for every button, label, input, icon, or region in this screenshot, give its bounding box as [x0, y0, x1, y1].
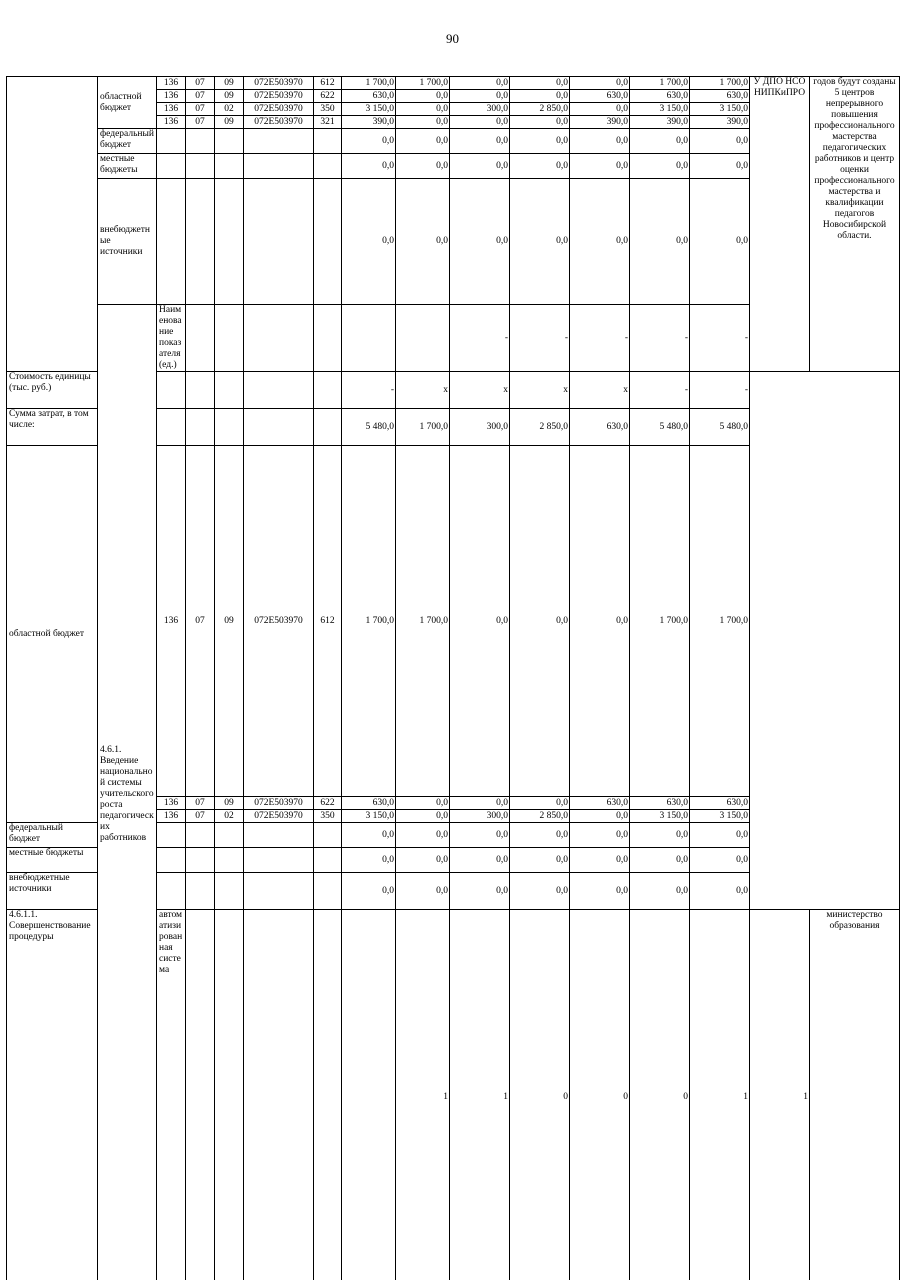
indicator-label: Наименование показателя (ед.) [157, 305, 186, 372]
empty-code-cell [215, 823, 244, 848]
code-section: 07 [186, 116, 215, 129]
empty-code-cell [186, 129, 215, 154]
value-cell: 0,0 [570, 179, 630, 305]
value-cell: - [690, 305, 750, 372]
value-cell: 0,0 [630, 154, 690, 179]
empty-code-cell [157, 823, 186, 848]
value-cell: 0,0 [396, 179, 450, 305]
empty-code-cell [314, 409, 342, 446]
empty-code-cell [314, 129, 342, 154]
code-section: 07 [186, 77, 215, 90]
value-cell: 0,0 [450, 797, 510, 810]
value-cell: 0,0 [342, 823, 396, 848]
value-cell: 0,0 [690, 873, 750, 910]
value-cell: 0,0 [396, 154, 450, 179]
empty-code-cell [342, 305, 396, 372]
empty-code-cell [314, 305, 342, 372]
code-expense-type: 622 [314, 797, 342, 810]
budget-source-label: местные бюджеты [7, 848, 98, 873]
empty-code-cell [244, 848, 314, 873]
budget-source-label: внебюджетные источники [98, 179, 157, 305]
code-section: 07 [186, 103, 215, 116]
code-subsection: 09 [215, 797, 244, 810]
code-section: 07 [186, 810, 215, 823]
value-cell: 1 700,0 [630, 77, 690, 90]
value-cell: 0,0 [570, 129, 630, 154]
empty-code-cell [157, 409, 186, 446]
value-cell: 0 [510, 910, 570, 1280]
value-cell: - [630, 305, 690, 372]
value-cell: 1 [450, 910, 510, 1280]
value-cell: 0,0 [342, 129, 396, 154]
budget-source-label: областной бюджет [7, 446, 98, 823]
value-cell: 390,0 [570, 116, 630, 129]
value-cell: 630,0 [630, 90, 690, 103]
value-cell: 0,0 [396, 116, 450, 129]
value-cell: 0,0 [510, 179, 570, 305]
empty-code-cell [314, 848, 342, 873]
value-cell: 0,0 [510, 797, 570, 810]
empty-code-cell [157, 873, 186, 910]
empty-code-cell [157, 179, 186, 305]
value-cell: 0,0 [396, 848, 450, 873]
value-cell: 0,0 [570, 446, 630, 797]
value-cell: 0,0 [570, 103, 630, 116]
code-target-article: 072E503970 [244, 797, 314, 810]
empty-code-cell [314, 910, 342, 1280]
value-cell: 0,0 [570, 848, 630, 873]
code-expense-type: 612 [314, 446, 342, 797]
value-cell: 630,0 [570, 90, 630, 103]
page-number: 90 [0, 31, 905, 47]
value-cell: 0,0 [450, 446, 510, 797]
empty-code-cell [186, 910, 215, 1280]
value-cell: 0,0 [396, 873, 450, 910]
code-ministry: 136 [157, 810, 186, 823]
empty-code-cell [186, 372, 215, 409]
value-cell: 1 700,0 [690, 77, 750, 90]
value-cell: 3 150,0 [630, 810, 690, 823]
value-cell: 630,0 [342, 797, 396, 810]
value-cell: - [570, 305, 630, 372]
value-cell: 0,0 [690, 848, 750, 873]
empty-code-cell [244, 154, 314, 179]
value-cell: 3 150,0 [342, 103, 396, 116]
value-cell: - [510, 305, 570, 372]
value-cell: 2 850,0 [510, 409, 570, 446]
value-cell: 630,0 [690, 797, 750, 810]
value-cell: 1 700,0 [690, 446, 750, 797]
value-cell: 0,0 [570, 873, 630, 910]
value-cell: 0,0 [342, 848, 396, 873]
value-cell: 630,0 [630, 797, 690, 810]
empty-code-cell [215, 873, 244, 910]
value-cell: 0,0 [630, 129, 690, 154]
value-cell: - [450, 305, 510, 372]
code-subsection: 09 [215, 77, 244, 90]
value-cell: 0,0 [450, 116, 510, 129]
value-cell: 0,0 [396, 129, 450, 154]
empty-code-cell [244, 129, 314, 154]
value-cell: 0,0 [450, 90, 510, 103]
empty-code-cell [244, 823, 314, 848]
value-cell: 0,0 [570, 77, 630, 90]
empty-code-cell [186, 409, 215, 446]
value-cell: 630,0 [570, 409, 630, 446]
value-cell: 0,0 [396, 823, 450, 848]
value-cell: 0,0 [630, 848, 690, 873]
code-ministry: 136 [157, 116, 186, 129]
value-cell: 0,0 [342, 873, 396, 910]
value-cell: 0,0 [510, 154, 570, 179]
code-ministry: 136 [157, 90, 186, 103]
value-cell: 3 150,0 [342, 810, 396, 823]
empty-code-cell [186, 873, 215, 910]
value-cell: 0,0 [570, 810, 630, 823]
code-subsection: 09 [215, 116, 244, 129]
value-cell: 390,0 [630, 116, 690, 129]
budget-source-label: местные бюджеты [98, 154, 157, 179]
empty-code-cell [215, 179, 244, 305]
value-cell: 0,0 [510, 129, 570, 154]
value-cell: 0,0 [510, 446, 570, 797]
empty-code-cell [314, 372, 342, 409]
value-cell: 1 700,0 [630, 446, 690, 797]
value-cell: 0,0 [450, 848, 510, 873]
value-cell: 0,0 [690, 823, 750, 848]
empty-code-cell [244, 873, 314, 910]
empty-code-cell [215, 129, 244, 154]
value-cell: 0,0 [342, 154, 396, 179]
value-cell: 5 480,0 [342, 409, 396, 446]
value-cell: 630,0 [690, 90, 750, 103]
code-expense-type: 350 [314, 810, 342, 823]
table-body [7, 77, 900, 1280]
value-cell: 5 480,0 [630, 409, 690, 446]
value-cell: 300,0 [450, 409, 510, 446]
code-target-article: 072E503970 [244, 116, 314, 129]
value-cell: 3 150,0 [690, 103, 750, 116]
code-ministry: 136 [157, 797, 186, 810]
empty-code-cell [215, 409, 244, 446]
empty-code-cell [186, 823, 215, 848]
code-target-article: 072E503970 [244, 103, 314, 116]
value-cell: 0,0 [396, 810, 450, 823]
value-cell: x [570, 372, 630, 409]
value-cell: 0,0 [396, 797, 450, 810]
empty-code-cell [314, 154, 342, 179]
value-cell: 0,0 [450, 179, 510, 305]
measure-name: 4.6.1. Введение национальной системы учительского роста педагогических работников [98, 305, 157, 1280]
value-cell: 3 150,0 [690, 810, 750, 823]
empty-code-cell [244, 409, 314, 446]
value-cell: 0,0 [450, 154, 510, 179]
measure-name: 4.6.1.1. Совершенствование процедуры [7, 910, 98, 1280]
value-cell: 0,0 [450, 823, 510, 848]
value-cell: 0,0 [396, 90, 450, 103]
value-cell: 0,0 [630, 179, 690, 305]
value-cell: 0,0 [690, 129, 750, 154]
budget-source-label: федеральный бюджет [7, 823, 98, 848]
value-cell: 630,0 [342, 90, 396, 103]
empty-code-cell [157, 154, 186, 179]
code-subsection: 02 [215, 103, 244, 116]
value-cell: 0 [630, 910, 690, 1280]
value-cell: 2 850,0 [510, 810, 570, 823]
budget-source-label: внебюджетные источники [7, 873, 98, 910]
value-cell: 0,0 [510, 90, 570, 103]
value-cell: 300,0 [450, 103, 510, 116]
value-cell: 1 [690, 910, 750, 1280]
code-target-article: 072E503970 [244, 810, 314, 823]
value-cell: 1 [750, 910, 810, 1280]
empty-code-cell [314, 873, 342, 910]
code-subsection: 09 [215, 90, 244, 103]
value-cell: - [342, 372, 396, 409]
code-section: 07 [186, 797, 215, 810]
budget-source-label: областной бюджет [98, 77, 157, 129]
value-cell: 300,0 [450, 810, 510, 823]
code-expense-type: 321 [314, 116, 342, 129]
empty-code-cell [244, 910, 314, 1280]
empty-code-cell [215, 305, 244, 372]
empty-code-cell [244, 179, 314, 305]
executor-cell: министерство образования [810, 910, 900, 1280]
code-expense-type: 350 [314, 103, 342, 116]
value-cell: 390,0 [690, 116, 750, 129]
code-ministry: 136 [157, 103, 186, 116]
empty-code-cell [157, 848, 186, 873]
empty-code-cell [342, 910, 396, 1280]
code-subsection: 09 [215, 446, 244, 797]
value-cell: 0,0 [342, 179, 396, 305]
code-expense-type: 622 [314, 90, 342, 103]
value-cell: 0,0 [570, 823, 630, 848]
value-cell: 0,0 [510, 848, 570, 873]
table-row [7, 77, 900, 90]
value-cell: 0,0 [630, 873, 690, 910]
value-cell: 0,0 [630, 823, 690, 848]
empty-code-cell [215, 372, 244, 409]
value-cell: 0,0 [450, 129, 510, 154]
continued-name-cell [7, 77, 98, 372]
value-cell: 0,0 [510, 116, 570, 129]
empty-code-cell [314, 823, 342, 848]
value-cell: 1 [396, 910, 450, 1280]
value-cell: 2 850,0 [510, 103, 570, 116]
empty-code-cell [215, 848, 244, 873]
executor-cell: У ДПО НСО НИПКиПРО [750, 77, 810, 372]
empty-code-cell [186, 305, 215, 372]
value-cell: x [450, 372, 510, 409]
code-ministry: 136 [157, 77, 186, 90]
code-target-article: 072E503970 [244, 90, 314, 103]
empty-code-cell [215, 910, 244, 1280]
value-cell: 1 700,0 [396, 446, 450, 797]
code-ministry: 136 [157, 446, 186, 797]
value-cell: 0,0 [690, 179, 750, 305]
value-cell: 0,0 [570, 154, 630, 179]
empty-code-cell [186, 848, 215, 873]
indicator-label: автоматизированная система [157, 910, 186, 1280]
value-cell: 0,0 [510, 823, 570, 848]
code-expense-type: 612 [314, 77, 342, 90]
value-cell: 3 150,0 [630, 103, 690, 116]
empty-code-cell [186, 179, 215, 305]
unit-cost-label: Стоимость единицы (тыс. руб.) [7, 372, 98, 409]
value-cell: 1 700,0 [396, 77, 450, 90]
value-cell [396, 305, 450, 372]
empty-code-cell [157, 129, 186, 154]
value-cell: 0,0 [510, 77, 570, 90]
value-cell: 0,0 [690, 154, 750, 179]
code-section: 07 [186, 446, 215, 797]
value-cell: 1 700,0 [342, 77, 396, 90]
result-cell: годов будут созданы 5 центров непрерывного повышения профессионального мастерства педагогических работников и центр оценки профессионального мастерства и квалификации педагогов Новосибирской области. [810, 77, 900, 372]
code-target-article: 072E503970 [244, 446, 314, 797]
value-cell: - [690, 372, 750, 409]
empty-code-cell [157, 372, 186, 409]
value-cell: 0,0 [450, 873, 510, 910]
value-cell: x [510, 372, 570, 409]
code-section: 07 [186, 90, 215, 103]
value-cell: 390,0 [342, 116, 396, 129]
value-cell: 0,0 [450, 77, 510, 90]
code-target-article: 072E503970 [244, 77, 314, 90]
value-cell: 630,0 [570, 797, 630, 810]
value-cell: 0,0 [510, 873, 570, 910]
value-cell: 5 480,0 [690, 409, 750, 446]
empty-code-cell [186, 154, 215, 179]
value-cell: 0,0 [396, 103, 450, 116]
value-cell: 1 700,0 [396, 409, 450, 446]
budget-table [6, 76, 900, 1280]
value-cell: 1 700,0 [342, 446, 396, 797]
value-cell: - [630, 372, 690, 409]
empty-code-cell [244, 372, 314, 409]
empty-code-cell [244, 305, 314, 372]
empty-code-cell [215, 154, 244, 179]
value-cell: 0 [570, 910, 630, 1280]
code-subsection: 02 [215, 810, 244, 823]
value-cell: x [396, 372, 450, 409]
total-cost-label: Сумма затрат, в том числе: [7, 409, 98, 446]
budget-source-label: федеральный бюджет [98, 129, 157, 154]
empty-code-cell [314, 179, 342, 305]
